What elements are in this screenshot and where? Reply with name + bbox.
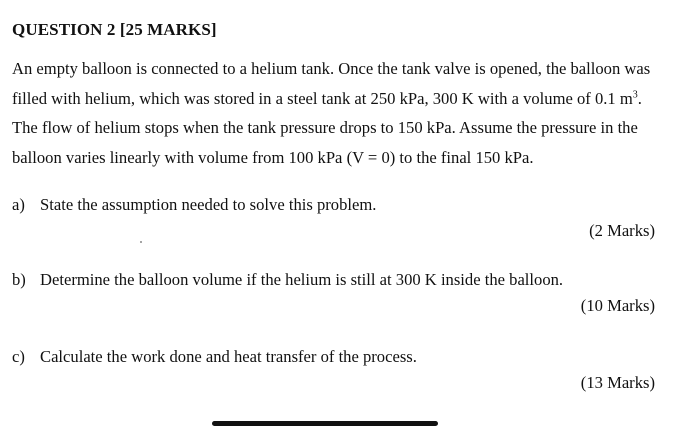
intro-line-2-text: filled with helium, which was stored in a steel tank at 250 kPa, 300 K with a volume of 0.1 m: [12, 88, 633, 108]
stray-dot: [140, 241, 142, 243]
part-c-marks: (13 Marks): [580, 373, 655, 392]
question-intro: [12, 54, 662, 172]
intro-line-4: balloon varies linearly with volume from 100 kPa (V = 0) to the final 150 kPa.: [12, 147, 534, 167]
part-b-letter: b): [12, 270, 26, 289]
part-a-letter: a): [12, 195, 25, 214]
part-b-marks: (10 Marks): [580, 296, 655, 315]
part-c-text: Calculate the work done and heat transfer of the process.: [40, 347, 417, 366]
part-b: [12, 270, 563, 290]
part-b-text: Determine the balloon volume if the helium is still at 300 K inside the balloon.: [40, 270, 564, 289]
part-c-letter: c): [12, 347, 25, 366]
intro-line-3: The flow of helium stops when the tank pressure drops to 150 kPa. Assume the pressure in the: [12, 118, 638, 137]
part-a-marks: (2 Marks): [589, 221, 655, 240]
question-title: QUESTION 2 [25 MARKS]: [12, 20, 217, 39]
cubic-exponent: 3: [632, 88, 638, 100]
intro-line-2: [12, 84, 662, 114]
intro-line-2-period: .: [637, 88, 642, 108]
home-indicator-bar[interactable]: [212, 421, 438, 426]
part-c: [12, 347, 417, 367]
intro-line-1: An empty balloon is connected to a helium tank. Once the tank valve is opened, the balloon was: [12, 59, 651, 78]
part-a-text: State the assumption needed to solve this problem.: [40, 195, 377, 214]
part-a: [12, 195, 376, 215]
